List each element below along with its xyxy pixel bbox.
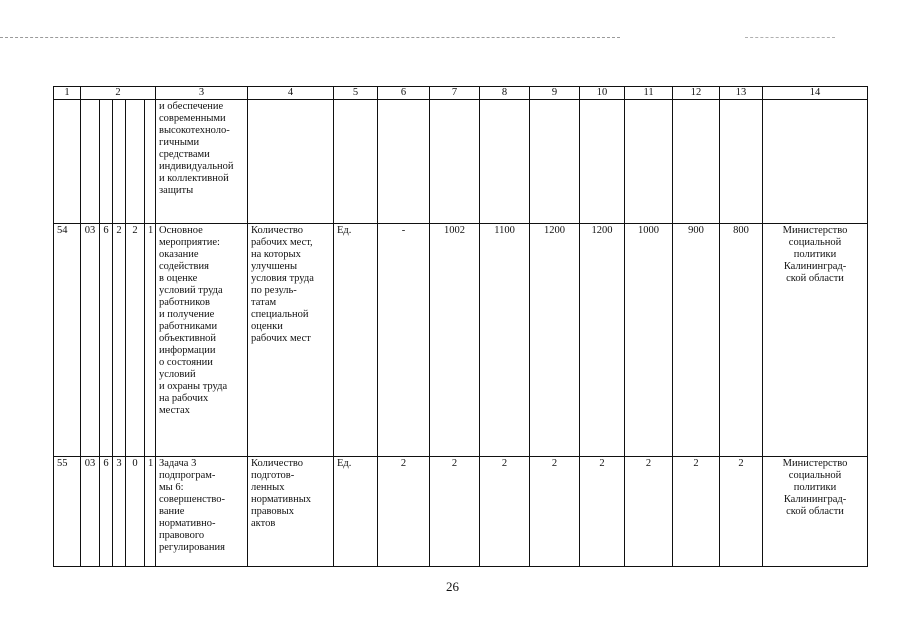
value-cell: 900 — [673, 224, 720, 457]
header-col-9: 9 — [530, 87, 580, 100]
header-col-3: 3 — [156, 87, 248, 100]
header-col-2: 2 — [81, 87, 156, 100]
value-cell: 1200 — [580, 224, 625, 457]
table-row-54 — [54, 224, 868, 457]
value-cell: 2 — [430, 457, 480, 567]
row-number: 54 — [54, 224, 81, 457]
indicators-table — [53, 86, 868, 567]
code-cell: 3 — [113, 457, 126, 567]
page-number: 26 — [446, 579, 459, 594]
row-name-cell: и обеспечение современными высокотехноло- гичными средствами индивидуальной и коллективной защиты — [156, 100, 248, 224]
header-col-11: 11 — [625, 87, 673, 100]
unit-cell: Ед. — [334, 224, 378, 457]
top-dashed-line-right — [745, 37, 835, 38]
header-col-12: 12 — [673, 87, 720, 100]
value-cell: 1100 — [480, 224, 530, 457]
value-cell: 2 — [480, 457, 530, 567]
header-col-4: 4 — [248, 87, 334, 100]
header-col-1: 1 — [54, 87, 81, 100]
value-cell: 2 — [580, 457, 625, 567]
unit-cell: Ед. — [334, 457, 378, 567]
code-cell: 03 — [81, 457, 100, 567]
code-cell: 1 — [145, 457, 156, 567]
value-cell: - — [378, 224, 430, 457]
header-col-5: 5 — [334, 87, 378, 100]
value-cell: 1002 — [430, 224, 480, 457]
value-cell: 2 — [720, 457, 763, 567]
value-cell: 2 — [530, 457, 580, 567]
indicator-cell: Количество подготов- ленных нормативных правовых актов — [248, 457, 334, 567]
header-col-10: 10 — [580, 87, 625, 100]
header-col-7: 7 — [430, 87, 480, 100]
code-cell: 1 — [145, 224, 156, 457]
code-cell: 2 — [113, 224, 126, 457]
executor-cell: Министерство социальной политики Калининград- ской области — [763, 224, 868, 457]
row-name-cell: Основное мероприятие: оказание содействия в оценке условий труда работников и получение работниками объективной информации о состоянии условий и охраны труда на рабочих местах — [156, 224, 248, 457]
code-cell: 6 — [100, 457, 113, 567]
header-col-14: 14 — [763, 87, 868, 100]
code-cell: 6 — [100, 224, 113, 457]
code-cell: 0 — [126, 457, 145, 567]
top-dashed-line — [0, 37, 620, 38]
value-cell: 2 — [673, 457, 720, 567]
value-cell: 1200 — [530, 224, 580, 457]
header-col-6: 6 — [378, 87, 430, 100]
table-row-continuation — [54, 100, 868, 224]
executor-cell: Министерство социальной политики Калининград- ской области — [763, 457, 868, 567]
value-cell: 2 — [378, 457, 430, 567]
table-header-row — [54, 87, 868, 100]
value-cell: 800 — [720, 224, 763, 457]
header-col-8: 8 — [480, 87, 530, 100]
row-number: 55 — [54, 457, 81, 567]
value-cell: 1000 — [625, 224, 673, 457]
code-cell: 2 — [126, 224, 145, 457]
row-name-cell: Задача 3 подпрограм- мы 6: совершенство- вание нормативно- правового регулирования — [156, 457, 248, 567]
code-cell: 03 — [81, 224, 100, 457]
table-row-55 — [54, 457, 868, 567]
header-col-13: 13 — [720, 87, 763, 100]
indicator-cell: Количество рабочих мест, на которых улучшены условия труда по резуль- татам специальной оценки рабочих мест — [248, 224, 334, 457]
value-cell: 2 — [625, 457, 673, 567]
